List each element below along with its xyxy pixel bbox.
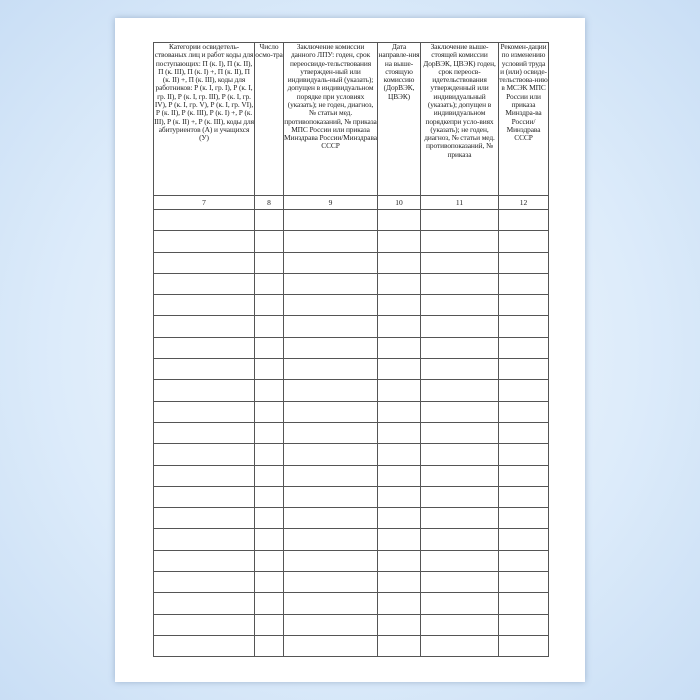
table-row bbox=[154, 465, 549, 486]
empty-cell bbox=[499, 593, 549, 614]
empty-cell bbox=[378, 316, 421, 337]
empty-cell bbox=[255, 359, 284, 380]
empty-cell bbox=[284, 550, 378, 571]
empty-cell bbox=[499, 252, 549, 273]
empty-cell bbox=[255, 380, 284, 401]
empty-cell bbox=[421, 444, 499, 465]
empty-cell bbox=[284, 529, 378, 550]
medical-exam-register-table bbox=[153, 42, 549, 657]
empty-cell bbox=[378, 401, 421, 422]
empty-cell bbox=[421, 422, 499, 443]
empty-cell bbox=[154, 444, 255, 465]
column-number: 12 bbox=[499, 196, 549, 210]
column-number: 9 bbox=[284, 196, 378, 210]
table-row bbox=[154, 252, 549, 273]
empty-cell bbox=[255, 316, 284, 337]
empty-cell bbox=[378, 337, 421, 358]
empty-cell bbox=[154, 508, 255, 529]
empty-cell bbox=[284, 465, 378, 486]
table-row bbox=[154, 444, 549, 465]
empty-cell bbox=[284, 231, 378, 252]
empty-cell bbox=[499, 210, 549, 231]
table-row bbox=[154, 529, 549, 550]
empty-cell bbox=[154, 273, 255, 294]
empty-cell bbox=[284, 572, 378, 593]
empty-cell bbox=[154, 635, 255, 656]
empty-cell bbox=[255, 295, 284, 316]
empty-cell bbox=[255, 444, 284, 465]
column-number: 11 bbox=[421, 196, 499, 210]
empty-cell bbox=[154, 380, 255, 401]
empty-cell bbox=[421, 273, 499, 294]
empty-cell bbox=[378, 422, 421, 443]
empty-cell bbox=[255, 273, 284, 294]
empty-cell bbox=[284, 359, 378, 380]
empty-cell bbox=[154, 422, 255, 443]
empty-cell bbox=[154, 231, 255, 252]
empty-cell bbox=[154, 486, 255, 507]
empty-cell bbox=[255, 550, 284, 571]
empty-cell bbox=[499, 550, 549, 571]
empty-cell bbox=[421, 550, 499, 571]
empty-cell bbox=[499, 359, 549, 380]
empty-cell bbox=[378, 380, 421, 401]
empty-cell bbox=[255, 231, 284, 252]
empty-cell bbox=[421, 614, 499, 635]
empty-cell bbox=[255, 337, 284, 358]
empty-cell bbox=[499, 231, 549, 252]
empty-cell bbox=[499, 635, 549, 656]
empty-cell bbox=[255, 529, 284, 550]
empty-cell bbox=[284, 486, 378, 507]
table-row bbox=[154, 550, 549, 571]
column-number-row bbox=[154, 196, 549, 210]
empty-cell bbox=[154, 465, 255, 486]
empty-cell bbox=[154, 337, 255, 358]
empty-cell bbox=[154, 295, 255, 316]
empty-cell bbox=[284, 337, 378, 358]
empty-cell bbox=[421, 337, 499, 358]
table-row bbox=[154, 593, 549, 614]
empty-cell bbox=[154, 316, 255, 337]
empty-cell bbox=[255, 572, 284, 593]
column-number: 8 bbox=[255, 196, 284, 210]
empty-cell bbox=[378, 529, 421, 550]
empty-cell bbox=[284, 316, 378, 337]
header-exam-category: Категории освидетель-ствованых лиц и работ коды для поступающих: П (к. I), П (к. II), П (к. III), П (к. I) +, П (к. II), П (к. II) +, П (к. III), коды для работников: Р (к. I, гр. I), Р (к. I, гр. II), Р (к. I, гр. III), Р (к. I, гр. IV), Р (к. I, гр. V), Р (к. I, гр. VI), Р (к. II), Р (к. III), Р (к. I) +, Р (к. III), Р (к. II) +, Р (к. III), коды для абитуриентов (А) и учащихся (У) bbox=[154, 43, 255, 196]
empty-cell bbox=[421, 316, 499, 337]
empty-cell bbox=[255, 422, 284, 443]
header-referral-date: Дата направле-ния на выше-стоящую комиссию (ДорВЭК, ЦВЭК) bbox=[378, 43, 421, 196]
empty-cell bbox=[255, 252, 284, 273]
table-row bbox=[154, 486, 549, 507]
table-row bbox=[154, 210, 549, 231]
table-row bbox=[154, 422, 549, 443]
table-row bbox=[154, 380, 549, 401]
empty-cell bbox=[378, 273, 421, 294]
header-local-commission-conclusion: Заключение комиссии данного ЛПУ: годен, срок переосвиде-тельствования утвержден-ный или индивидуаль-ный (указать); допущен в индивидуальном порядке при условиях (указать); не годен, диагноз, № статьи мед. противопоказаний, № приказа МПС России или приказа Минздрава России/Минздрава СССР bbox=[284, 43, 378, 196]
empty-cell bbox=[378, 359, 421, 380]
empty-cell bbox=[421, 572, 499, 593]
empty-cell bbox=[284, 380, 378, 401]
empty-cell bbox=[255, 486, 284, 507]
empty-cell bbox=[378, 572, 421, 593]
empty-cell bbox=[499, 273, 549, 294]
empty-cell bbox=[499, 572, 549, 593]
empty-cell bbox=[284, 252, 378, 273]
empty-cell bbox=[154, 252, 255, 273]
empty-cell bbox=[421, 486, 499, 507]
empty-cell bbox=[378, 486, 421, 507]
empty-cell bbox=[154, 359, 255, 380]
empty-cell bbox=[284, 614, 378, 635]
empty-cell bbox=[421, 529, 499, 550]
empty-cell bbox=[421, 252, 499, 273]
column-number: 10 bbox=[378, 196, 421, 210]
table-row bbox=[154, 614, 549, 635]
empty-cell bbox=[499, 401, 549, 422]
empty-cell bbox=[284, 401, 378, 422]
empty-cell bbox=[499, 422, 549, 443]
header-exam-number: Число осмо-тра bbox=[255, 43, 284, 196]
empty-cell bbox=[421, 210, 499, 231]
empty-cell bbox=[255, 614, 284, 635]
empty-cell bbox=[499, 295, 549, 316]
empty-cell bbox=[421, 231, 499, 252]
empty-cell bbox=[499, 465, 549, 486]
empty-cell bbox=[421, 635, 499, 656]
column-number: 7 bbox=[154, 196, 255, 210]
empty-cell bbox=[284, 273, 378, 294]
table-body bbox=[154, 210, 549, 657]
empty-cell bbox=[284, 635, 378, 656]
empty-cell bbox=[421, 593, 499, 614]
empty-cell bbox=[154, 550, 255, 571]
empty-cell bbox=[421, 401, 499, 422]
empty-cell bbox=[255, 401, 284, 422]
empty-cell bbox=[255, 465, 284, 486]
empty-cell bbox=[378, 614, 421, 635]
table-row bbox=[154, 508, 549, 529]
empty-cell bbox=[154, 529, 255, 550]
table-row bbox=[154, 401, 549, 422]
document-page bbox=[115, 18, 585, 682]
empty-cell bbox=[421, 295, 499, 316]
empty-cell bbox=[378, 635, 421, 656]
empty-cell bbox=[499, 380, 549, 401]
empty-cell bbox=[421, 508, 499, 529]
empty-cell bbox=[154, 614, 255, 635]
empty-cell bbox=[499, 316, 549, 337]
empty-cell bbox=[378, 508, 421, 529]
header-row bbox=[154, 43, 549, 196]
empty-cell bbox=[378, 295, 421, 316]
empty-cell bbox=[154, 572, 255, 593]
empty-cell bbox=[255, 635, 284, 656]
empty-cell bbox=[499, 614, 549, 635]
empty-cell bbox=[499, 444, 549, 465]
table-row bbox=[154, 635, 549, 656]
table-row bbox=[154, 316, 549, 337]
empty-cell bbox=[499, 486, 549, 507]
empty-cell bbox=[378, 210, 421, 231]
empty-cell bbox=[378, 231, 421, 252]
empty-cell bbox=[499, 337, 549, 358]
empty-cell bbox=[421, 359, 499, 380]
empty-cell bbox=[255, 210, 284, 231]
empty-cell bbox=[378, 465, 421, 486]
empty-cell bbox=[284, 508, 378, 529]
table-row bbox=[154, 359, 549, 380]
table-row bbox=[154, 231, 549, 252]
empty-cell bbox=[421, 380, 499, 401]
empty-cell bbox=[378, 444, 421, 465]
empty-cell bbox=[255, 593, 284, 614]
header-higher-commission-conclusion: Заключение выше-стоящей комиссии ДорВЭК, ЦВЭК) годен, срок переосв-идетельствования утвержденный или индивидуальный (указать); допущен в индивидуальном порядкепри усло-виях (указать); не годен, диагноз, № статьи мед. противопоказаний, № приказа bbox=[421, 43, 499, 196]
empty-cell bbox=[378, 550, 421, 571]
empty-cell bbox=[378, 252, 421, 273]
empty-cell bbox=[499, 508, 549, 529]
empty-cell bbox=[255, 508, 284, 529]
empty-cell bbox=[284, 422, 378, 443]
empty-cell bbox=[154, 210, 255, 231]
empty-cell bbox=[421, 465, 499, 486]
table-row bbox=[154, 273, 549, 294]
empty-cell bbox=[378, 593, 421, 614]
empty-cell bbox=[499, 529, 549, 550]
empty-cell bbox=[284, 593, 378, 614]
table-row bbox=[154, 572, 549, 593]
empty-cell bbox=[154, 593, 255, 614]
empty-cell bbox=[154, 401, 255, 422]
empty-cell bbox=[284, 444, 378, 465]
header-recommendations: Рекомен-дации по изменению условий труда и (или) освиде-тельствова-нию в МСЭК МПС России или приказа Минздра-ва России/ Минздрава СССР bbox=[499, 43, 549, 196]
table-row bbox=[154, 295, 549, 316]
empty-cell bbox=[284, 210, 378, 231]
empty-cell bbox=[284, 295, 378, 316]
table-row bbox=[154, 337, 549, 358]
